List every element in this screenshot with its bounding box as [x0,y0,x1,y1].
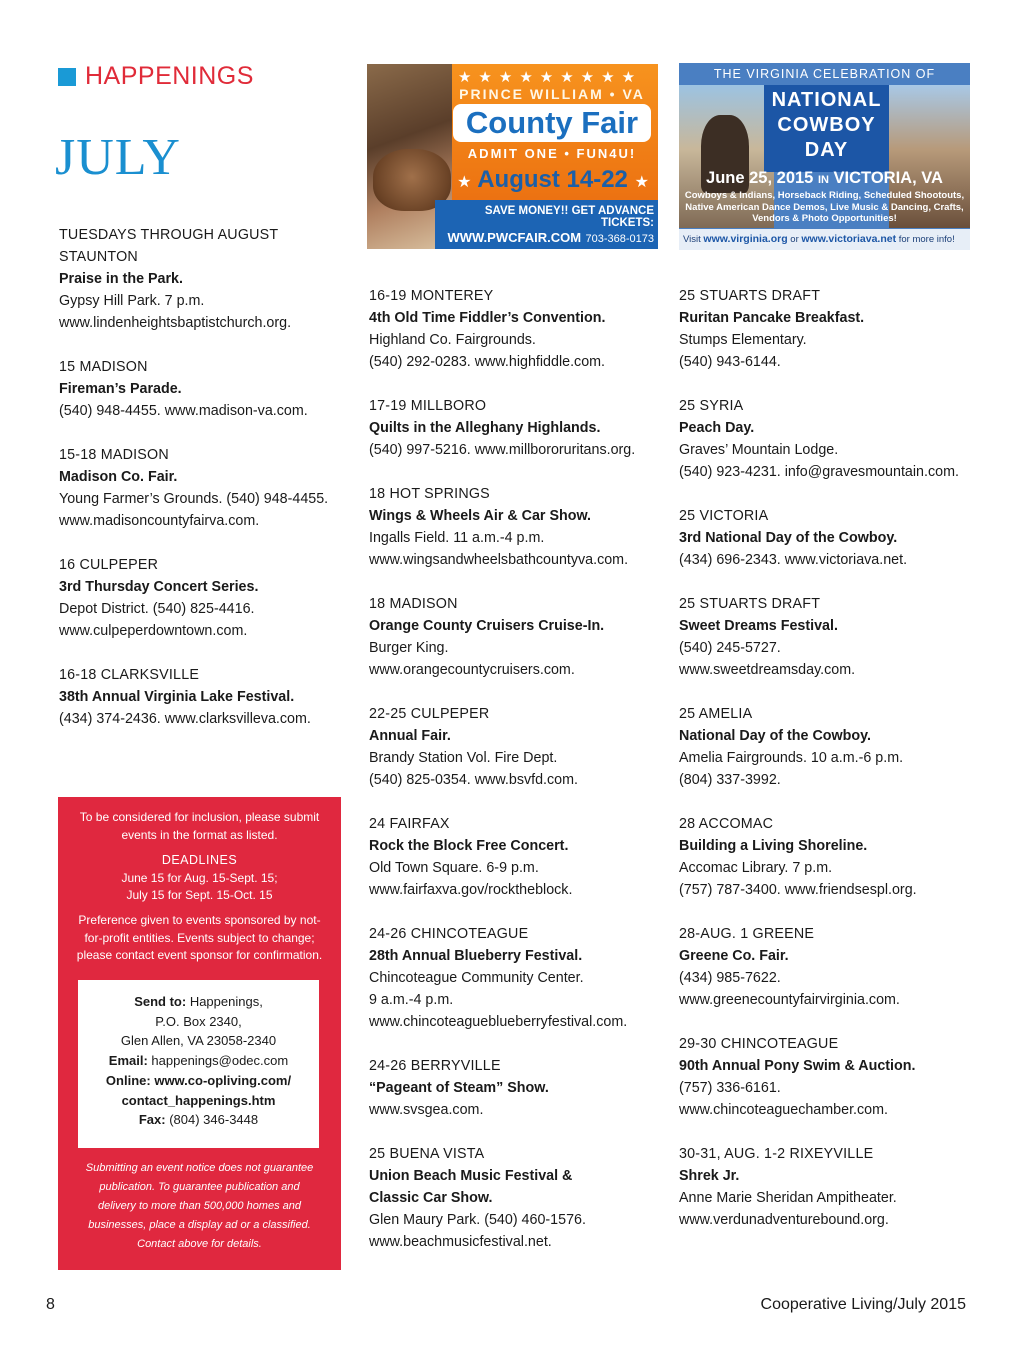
event-date-location: 16-19 MONTEREY [369,288,494,304]
cowboy-or: or [790,234,799,245]
cowboy-url-virginia[interactable]: www.virginia.org [703,233,788,245]
event-detail-line[interactable]: www.sweetdreamsday.com. [679,662,856,678]
event-title: Rock the Block Free Concert. [369,838,569,854]
event-listing [59,224,349,334]
deadlines-heading: DEADLINES [161,853,238,867]
event-detail-line[interactable]: www.greenecountyfairvirginia.com. [679,992,900,1008]
event-listing [679,593,979,681]
event-detail-line: Glen Maury Park. (540) 460-1576. [369,1212,586,1228]
star-icon: ★ [457,174,472,191]
event-detail-line: Highland Co. Fairgrounds. [369,332,536,348]
event-listing [369,285,665,373]
cowboy-desc-line: Vendors & Photo Opportunities! [752,213,897,224]
send-line: Glen Allen, VA 23058-2340 [120,1033,277,1049]
event-title: National Day of the Cowboy. [679,728,871,744]
cowboy-ad-description [682,190,967,225]
events-column-2 [369,285,665,1275]
event-listing [59,356,349,422]
event-date-location: 30-31, AUG. 1-2 RIXEYVILLE [679,1146,874,1162]
event-detail-line[interactable]: (757) 787-3400. www.friendsespl.org. [679,882,917,898]
event-listing [679,285,979,373]
event-detail-line: Brandy Station Vol. Fire Dept. [369,750,558,766]
email-line [78,1051,319,1071]
cowboy-url-victoria[interactable]: www.victoriava.net [801,233,897,245]
cowboy-desc-line: Cowboys & Indians, Horseback Riding, Scheduled Shootouts, [684,190,965,201]
event-listing [369,1143,665,1253]
event-detail-line: Amelia Fairgrounds. 10 a.m.-6 p.m. [679,750,904,766]
event-detail-line[interactable]: www.svsgea.com. [369,1102,484,1118]
event-listing [369,923,665,1033]
event-date-location: 25 VICTORIA [679,508,769,524]
event-title: Madison Co. Fair. [59,469,178,485]
event-date-location: 25 AMELIA [679,706,753,722]
event-detail-line: Depot District. (540) 825-4416. [59,601,255,617]
event-detail-line[interactable]: (540) 948-4455. www.madison-va.com. [59,403,308,419]
event-detail-line[interactable]: www.verdunadventurebound.org. [679,1212,889,1228]
cowboy-ad-top: THE VIRGINIA CELEBRATION OF [713,67,936,81]
event-detail-line[interactable]: www.wingsandwheelsbathcountyva.com. [369,552,629,568]
event-listing [59,664,349,730]
section-title: HAPPENINGS [85,62,254,90]
fair-admit: ADMIT ONE • FUN4U! [467,146,637,161]
event-title: 3rd Thursday Concert Series. [59,579,259,595]
event-detail-line: Ingalls Field. 11 a.m.-4 p.m. [369,530,545,546]
event-location: STAUNTON [59,249,138,265]
event-title: Building a Living Shoreline. [679,838,868,854]
event-detail-line: (757) 336-6161. [679,1080,781,1096]
cowboy-date: June 25, 2015 [706,169,814,187]
event-date-location: 18 HOT SPRINGS [369,486,490,502]
fair-contact [435,229,654,247]
event-title: Orange County Cruisers Cruise-In. [369,618,605,634]
fair-stars: ★★★★★★★★★ [457,69,643,86]
event-detail-line[interactable]: (540) 825-0354. www.bsvfd.com. [369,772,578,788]
event-listing [679,923,979,1011]
month-title: JULY [55,129,181,186]
event-title: 28th Annual Blueberry Festival. [369,948,583,964]
event-detail-line[interactable]: www.chincoteagueblueberryfestival.com. [369,1014,628,1030]
event-date-location: TUESDAYS THROUGH AUGUST [59,227,279,243]
events-column-3 [679,285,979,1253]
publication-footer: Cooperative Living/July 2015 [760,1296,966,1313]
online-link-2[interactable]: contact_happenings.htm [121,1092,276,1108]
event-date-location: 16 CULPEPER [59,557,159,573]
event-detail-line: (540) 943-6144. [679,354,781,370]
event-detail-line[interactable]: www.madisoncountyfairva.com. [59,513,260,529]
event-listing [679,703,979,791]
event-listing [369,395,665,461]
cowboy-title-line-2: COWBOY [777,114,876,136]
fair-title: County Fair [453,104,651,142]
online-link[interactable]: www.co-opliving.com/ [154,1072,292,1088]
submission-intro: To be considered for inclusion, please submit events in the format as listed. [79,810,320,842]
event-title: Union Beach Music Festival & [369,1168,573,1184]
cowboy-place: VICTORIA, VA [833,169,943,187]
fair-ticket-bar [435,200,658,249]
event-date-location: 25 BUENA VISTA [369,1146,485,1162]
fair-location: PRINCE WILLIAM • VA [459,86,645,102]
fair-dates: August 14-22 [477,166,628,193]
send-line: P.O. Box 2340, [155,1013,242,1029]
fair-url[interactable]: WWW.PWCFAIR.COM [447,230,582,245]
event-listing [679,1033,979,1121]
page-number: 8 [46,1296,55,1313]
contact-card [78,980,319,1148]
event-listing [59,444,349,532]
section-header [58,62,254,91]
event-detail-line: Gypsy Hill Park. 7 p.m. [59,293,205,309]
event-detail-line: Accomac Library. 7 p.m. [679,860,833,876]
cowboy-more: for more info! [898,234,955,245]
event-detail-line[interactable]: (434) 374-2436. www.clarksvilleva.com. [59,711,311,727]
county-fair-ad[interactable] [367,64,658,249]
send-label: Send to: [134,994,187,1009]
event-title: Fireman’s Parade. [59,381,182,397]
send-line: Happenings, [189,994,263,1009]
event-date-location: 28 ACCOMAC [679,816,774,832]
header-square-icon [58,68,76,86]
star-icon: ★ [634,174,649,191]
event-listing [369,813,665,901]
fair-phone: 703-368-0173 [585,233,654,245]
event-date-location: 28-AUG. 1 GREENE [679,926,815,942]
event-title: Greene Co. Fair. [679,948,789,964]
event-date-location: 15 MADISON [59,359,148,375]
cowboy-ad-date [679,169,970,188]
event-title: 4th Old Time Fiddler’s Convention. [369,310,606,326]
event-date-location: 24-26 CHINCOTEAGUE [369,926,529,942]
event-title: Shrek Jr. [679,1168,740,1184]
events-column-1 [59,224,349,752]
cowboy-day-ad[interactable] [679,63,970,250]
event-date-location: 25 STUARTS DRAFT [679,596,821,612]
event-title: 90th Annual Pony Swim & Auction. [679,1058,916,1074]
event-detail-line[interactable]: (540) 292-0283. www.highfiddle.com. [369,354,606,370]
event-listing [369,703,665,791]
event-detail-line: Stumps Elementary. [679,332,807,348]
event-detail-line[interactable]: www.orangecountycruisers.com. [369,662,575,678]
cowboy-title-line-1: NATIONAL [771,89,882,111]
event-detail-line: (804) 337-3992. [679,772,781,788]
event-detail-line[interactable]: (540) 923-4231. info@gravesmountain.com. [679,464,959,480]
event-detail-line[interactable]: www.chincoteaguechamber.com. [679,1102,889,1118]
cowboy-ad-title [764,85,889,172]
event-date-location: 24 FAIRFAX [369,816,450,832]
disclaimer: Submitting an event notice does not guarantee publication. To guarantee publication and delivery to more than 500,000 homes and businesses, place a display ad or a classified. Contact above for details. [85,1162,314,1250]
event-listing [59,554,349,642]
event-listing [679,505,979,571]
event-title: Annual Fair. [369,728,451,744]
preference-note: Preference given to events sponsored by not-for-profit entities. Events subject to change; please contact event sponsor for confirmation. [76,913,323,962]
event-detail-line[interactable]: (540) 997-5216. www.millbororuritans.org. [369,442,636,458]
event-detail-line[interactable]: www.fairfaxva.gov/rocktheblock. [369,882,573,898]
event-detail-line: Anne Marie Sheridan Ampitheater. [679,1190,897,1206]
event-detail-line: 9 a.m.-4 p.m. [369,992,454,1008]
fair-dates-row [451,166,655,194]
deadlines-block [72,852,327,905]
event-title: Ruritan Pancake Breakfast. [679,310,865,326]
submission-info-box [58,797,341,1270]
event-title: Quilts in the Alleghany Highlands. [369,420,601,436]
event-date-location: 18 MADISON [369,596,458,612]
event-detail-line[interactable]: www.beachmusicfestival.net. [369,1234,552,1250]
event-detail-line: Burger King. [369,640,449,656]
event-detail-line: (540) 245-5727. [679,640,781,656]
event-listing [369,483,665,571]
send-to-line [78,992,319,1012]
event-listing [369,1055,665,1121]
deadline-line: July 15 for Sept. 15-Oct. 15 [126,888,273,902]
event-title: Wings & Wheels Air & Car Show. [369,508,592,524]
email-label: Email: [108,1053,148,1069]
event-detail-line: Graves’ Mountain Lodge. [679,442,839,458]
event-date-location: 24-26 BERRYVILLE [369,1058,501,1074]
event-detail-line: Old Town Square. 6-9 p.m. [369,860,539,876]
event-date-location: 29-30 CHINCOTEAGUE [679,1036,839,1052]
event-detail-line[interactable]: (434) 696-2343. www.victoriava.net. [679,552,908,568]
event-listing [369,593,665,681]
event-title: Peach Day. [679,420,755,436]
online-label: Online: [105,1072,151,1088]
online-line-2 [78,1091,319,1111]
event-title: Praise in the Park. [59,271,183,287]
event-detail-line[interactable]: www.lindenheightsbaptistchurch.org. [59,315,292,331]
event-date-location: 25 STUARTS DRAFT [679,288,821,304]
event-detail-line: Young Farmer’s Grounds. (540) 948-4455. [59,491,329,507]
email-link[interactable]: happenings@odec.com [151,1053,289,1069]
event-title: Sweet Dreams Festival. [679,618,838,634]
event-title: “Pageant of Steam” Show. [369,1080,549,1096]
cowboy-desc-line: Native American Dance Demos, Live Music & Dancing, Crafts, [685,201,964,213]
fax-label: Fax: [138,1112,166,1128]
event-listing [679,1143,979,1231]
event-title: Classic Car Show. [369,1190,493,1206]
event-detail-line: Chincoteague Community Center. [369,970,584,986]
cowboy-title-line-3: DAY [804,139,849,161]
event-date-location: 15-18 MADISON [59,447,169,463]
event-listing [679,813,979,901]
cowboy-visit: Visit [683,234,701,245]
event-date-location: 17-19 MILLBORO [369,398,487,414]
event-title: 3rd National Day of the Cowboy. [679,530,898,546]
cowboy-in: IN [817,174,829,186]
event-date-location: 22-25 CULPEPER [369,706,490,722]
event-detail-line: (434) 985-7622. [679,970,781,986]
event-date-location: 25 SYRIA [679,398,744,414]
deadline-line: June 15 for Aug. 15-Sept. 15; [121,870,278,885]
event-date-location: 16-18 CLARKSVILLE [59,667,200,683]
event-title: 38th Annual Virginia Lake Festival. [59,689,295,705]
online-line [78,1071,319,1091]
event-detail-line[interactable]: www.culpeperdowntown.com. [59,623,248,639]
cowboy-ad-footer [679,229,970,250]
fax-line [78,1110,319,1130]
fair-save-text: SAVE MONEY!! GET ADVANCE TICKETS: [484,205,654,229]
event-listing [679,395,979,483]
fax-number: (804) 346-3448 [169,1112,259,1128]
